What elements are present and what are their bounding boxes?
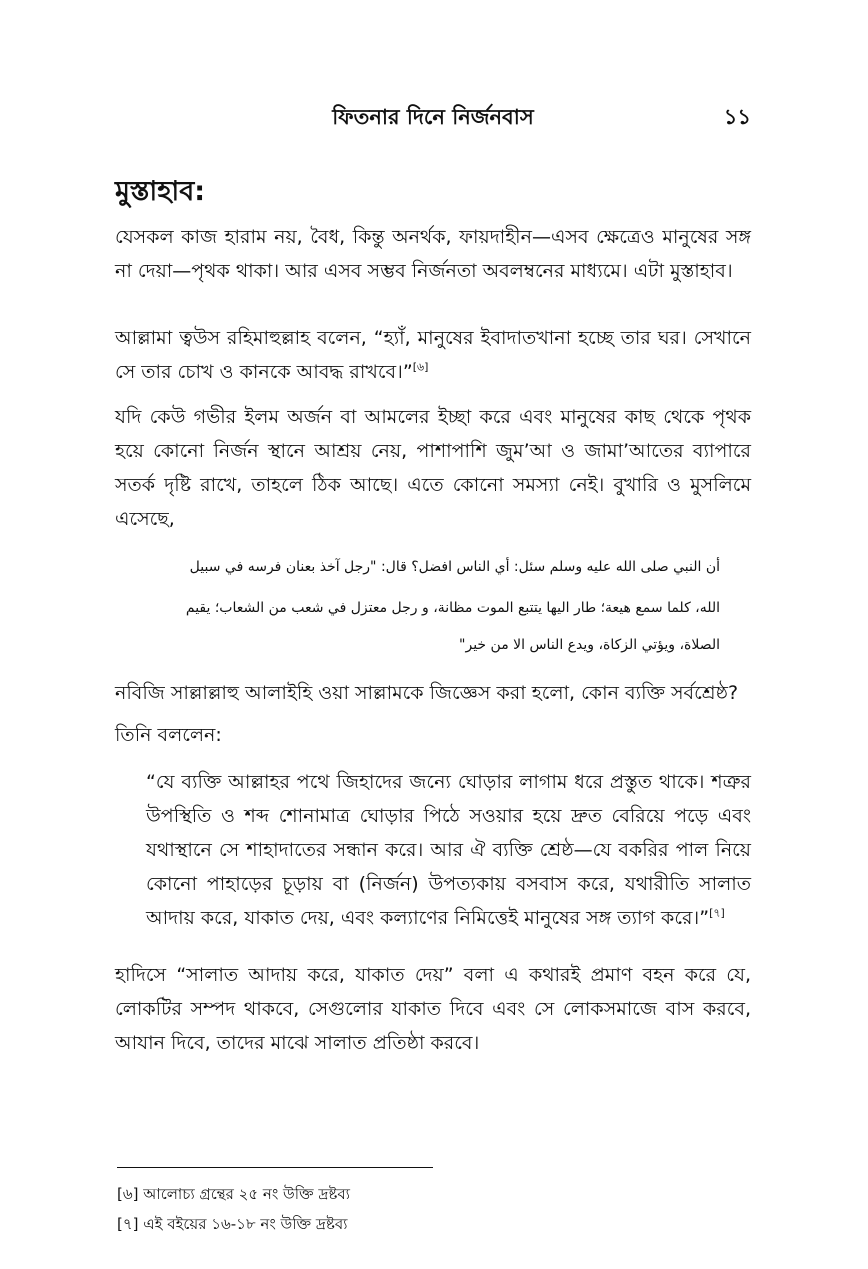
footnote-ref-7[interactable]: [৭] xyxy=(709,906,725,920)
paragraph-4: নবিজি সাল্লাল্লাহু আলাইহি ওয়া সাল্লামকে জিজ্ঞেস করা হলো, কোন ব্যক্তি সর্বশ্রেষ্ঠ? xyxy=(115,682,739,704)
footnote-6: [৬] আলোচ্য গ্রন্থের ২৫ নং উক্তি দ্রষ্টব্য xyxy=(117,1185,351,1203)
section-heading: মুস্তাহাব: xyxy=(115,176,206,207)
paragraph-6: হাদিসে “সালাত আদায় করে, যাকাত দেয়” বলা এ কথারই প্রমাণ বহন করে যে, লোকটির সম্পদ থাকবে, সেগুলোর যাকাত দিবে এবং সে লোকসমাজে বাস করবে, আযান দিবে, তাদের মাঝে সালাত প্রতিষ্ঠা করবে। xyxy=(115,964,751,1054)
hadith-quote-text: “যে ব্যক্তি আল্লাহর পথে জিহাদের জন্যে ঘোড়ার লাগাম ধরে প্রস্তুত থাকে। শত্রুর উপস্থিতি ও শব্দ শোনামাত্র ঘোড়ার পিঠে সওয়ার হয়ে দ্রুত বেরিয়ে পড়ে এবং যথাস্থানে সে শাহাদাতের সন্ধান করে। আর ঐ ব্যক্তি শ্রেষ্ঠ—যে বকরির পাল নিয়ে কোনো পাহাড়ের চূড়ায় বা (নির্জন) উপত্যকায় বসবাস করে, যথারীতি সালাত আদায় করে, যাকাত দেয়, এবং কল্যাণের নিমিত্তেই মানুষের সঙ্গ ত্যাগ করে।” xyxy=(146,771,751,929)
running-header xyxy=(115,102,751,132)
running-title: ফিতনার দিনে নির্জনবাস xyxy=(332,105,534,129)
paragraph-1: যেসকল কাজ হারাম নয়, বৈধ, কিন্তু অনর্থক, ফায়দাহীন—এসব ক্ষেত্রেও মানুষের সঙ্গ না দেয়া—পৃথক থাকা। আর এসব সম্ভব নির্জনতা অবলম্বনের মাধ্যমে। এটা মুস্তাহাব। xyxy=(115,226,751,282)
footnote-divider xyxy=(117,1167,433,1168)
paragraph-2 xyxy=(115,321,751,389)
paragraph-2-text: আল্লামা ত্বউস রহিমাহুল্লাহ বলেন, “হ্যাঁ, মানুষের ইবাদাতখানা হচ্ছে তার ঘর। সেখানে সে তার চোখ ও কানকে আবদ্ধ রাখবে।” xyxy=(115,327,751,383)
paragraph-3: যদি কেউ গভীর ইলম অর্জন বা আমলের ইচ্ছা করে এবং মানুষের কাছ থেকে পৃথক হয়ে কোনো নির্জন স্থানে আশ্রয় নেয়, পাশাপাশি জুম’আ ও জামা’আতের ব্যাপারে সতর্ক দৃষ্টি রাখে, তাহলে ঠিক আছে। এতে কোনো সমস্যা নেই। বুখারি ও মুসলিমে এসেছে, xyxy=(115,406,751,530)
arabic-hadith-line-3: الصلاة، ويؤتي الزكاة، ويدع الناس الا من خير" xyxy=(459,637,720,653)
paragraph-5: তিনি বললেন: xyxy=(115,724,222,746)
arabic-hadith-line-1: أن النبي صلى الله عليه وسلم سئل: أي الناس افضل؟ قال: "رجل آخذ بعنان فرسه في سبيل xyxy=(189,559,720,575)
footnote-7: [৭] এই বইয়ের ১৬-১৮ নং উক্তি দ্রষ্টব্য xyxy=(117,1215,348,1233)
hadith-quote xyxy=(146,765,751,935)
page-number: ১১ xyxy=(723,105,751,129)
footnote-ref-6[interactable]: [৬] xyxy=(412,360,429,374)
arabic-hadith-line-2: الله، كلما سمع هيعة؛ طار اليها يتتبع الموت مظانة، و رجل معتزل في شعب من الشعاب؛ يقيم xyxy=(185,600,720,616)
